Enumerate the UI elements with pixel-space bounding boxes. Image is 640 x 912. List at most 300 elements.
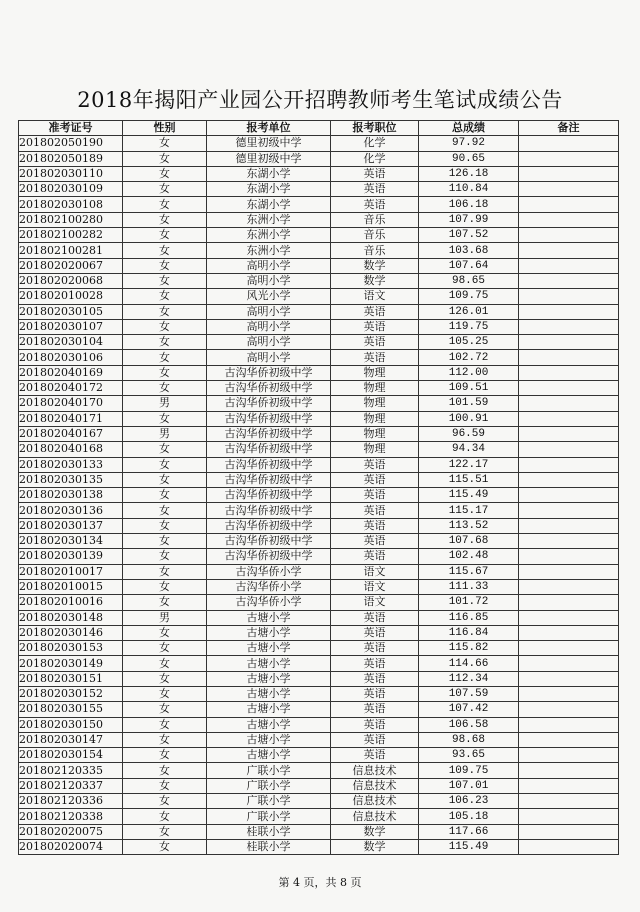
school-cell: 古沟华侨初级中学	[207, 518, 331, 533]
gender-cell: 女	[123, 503, 207, 518]
school-cell: 高明小学	[207, 258, 331, 273]
remarks-cell	[519, 610, 619, 625]
table-row	[19, 809, 619, 824]
position-cell: 信息技术	[331, 763, 419, 778]
exam-id-cell: 201802030135	[19, 472, 123, 487]
position-cell: 英语	[331, 518, 419, 533]
position-cell: 英语	[331, 335, 419, 350]
remarks-cell	[519, 549, 619, 564]
exam-id-cell: 201802030149	[19, 656, 123, 671]
table-row	[19, 319, 619, 334]
exam-id-cell: 201802030146	[19, 625, 123, 640]
gender-cell: 女	[123, 595, 207, 610]
score-cell: 100.91	[419, 411, 519, 426]
school-cell: 古塘小学	[207, 732, 331, 747]
school-cell: 高明小学	[207, 304, 331, 319]
school-cell: 德里初级中学	[207, 136, 331, 151]
table-row	[19, 549, 619, 564]
score-cell: 109.75	[419, 763, 519, 778]
gender-cell: 女	[123, 381, 207, 396]
score-cell: 107.42	[419, 702, 519, 717]
position-cell: 英语	[331, 732, 419, 747]
remarks-cell	[519, 212, 619, 227]
exam-id-cell: 201802030106	[19, 350, 123, 365]
gender-cell: 女	[123, 350, 207, 365]
gender-cell: 女	[123, 197, 207, 212]
table-body	[19, 136, 619, 855]
score-cell: 116.85	[419, 610, 519, 625]
col-header-position: 报考职位	[331, 121, 419, 136]
position-cell: 英语	[331, 641, 419, 656]
score-cell: 107.99	[419, 212, 519, 227]
score-cell: 111.33	[419, 579, 519, 594]
table-row	[19, 381, 619, 396]
remarks-cell	[519, 625, 619, 640]
school-cell: 古沟华侨小学	[207, 595, 331, 610]
school-cell: 东洲小学	[207, 228, 331, 243]
gender-cell: 女	[123, 457, 207, 472]
remarks-cell	[519, 763, 619, 778]
table-row	[19, 778, 619, 793]
position-cell: 英语	[331, 717, 419, 732]
score-cell: 106.23	[419, 794, 519, 809]
exam-id-cell: 201802030110	[19, 166, 123, 181]
position-cell: 音乐	[331, 243, 419, 258]
school-cell: 东湖小学	[207, 166, 331, 181]
gender-cell: 女	[123, 136, 207, 151]
remarks-cell	[519, 671, 619, 686]
school-cell: 古塘小学	[207, 686, 331, 701]
exam-id-cell: 201802010017	[19, 564, 123, 579]
remarks-cell	[519, 243, 619, 258]
school-cell: 高明小学	[207, 335, 331, 350]
remarks-cell	[519, 595, 619, 610]
remarks-cell	[519, 579, 619, 594]
table-row	[19, 396, 619, 411]
score-cell: 93.65	[419, 748, 519, 763]
position-cell: 英语	[331, 671, 419, 686]
remarks-cell	[519, 518, 619, 533]
score-cell: 126.01	[419, 304, 519, 319]
exam-id-cell: 201802030109	[19, 182, 123, 197]
position-cell: 物理	[331, 365, 419, 380]
gender-cell: 女	[123, 365, 207, 380]
remarks-cell	[519, 426, 619, 441]
position-cell: 物理	[331, 442, 419, 457]
gender-cell: 女	[123, 625, 207, 640]
gender-cell: 女	[123, 564, 207, 579]
gender-cell: 女	[123, 319, 207, 334]
col-header-gender: 性别	[123, 121, 207, 136]
score-cell: 102.48	[419, 549, 519, 564]
score-cell: 113.52	[419, 518, 519, 533]
position-cell: 英语	[331, 488, 419, 503]
school-cell: 古沟华侨初级中学	[207, 503, 331, 518]
score-cell: 107.52	[419, 228, 519, 243]
gender-cell: 男	[123, 426, 207, 441]
position-cell: 英语	[331, 319, 419, 334]
exam-id-cell: 201802030153	[19, 641, 123, 656]
gender-cell: 女	[123, 794, 207, 809]
remarks-cell	[519, 228, 619, 243]
remarks-cell	[519, 824, 619, 839]
score-cell: 107.01	[419, 778, 519, 793]
position-cell: 数学	[331, 824, 419, 839]
remarks-cell	[519, 258, 619, 273]
score-cell: 106.18	[419, 197, 519, 212]
school-cell: 高明小学	[207, 319, 331, 334]
table-row	[19, 228, 619, 243]
table-row	[19, 442, 619, 457]
gender-cell: 女	[123, 289, 207, 304]
score-cell: 114.66	[419, 656, 519, 671]
exam-id-cell: 201802010028	[19, 289, 123, 304]
remarks-cell	[519, 748, 619, 763]
remarks-cell	[519, 564, 619, 579]
gender-cell: 女	[123, 778, 207, 793]
exam-id-cell: 201802050190	[19, 136, 123, 151]
remarks-cell	[519, 273, 619, 288]
table-row	[19, 335, 619, 350]
position-cell: 化学	[331, 151, 419, 166]
school-cell: 古塘小学	[207, 656, 331, 671]
table-row	[19, 273, 619, 288]
exam-id-cell: 201802120336	[19, 794, 123, 809]
school-cell: 桂联小学	[207, 839, 331, 854]
gender-cell: 女	[123, 151, 207, 166]
position-cell: 英语	[331, 610, 419, 625]
remarks-cell	[519, 503, 619, 518]
school-cell: 东湖小学	[207, 182, 331, 197]
gender-cell: 女	[123, 748, 207, 763]
score-cell: 115.17	[419, 503, 519, 518]
school-cell: 古沟华侨小学	[207, 579, 331, 594]
table-row	[19, 182, 619, 197]
school-cell: 广联小学	[207, 778, 331, 793]
position-cell: 英语	[331, 166, 419, 181]
table-row	[19, 656, 619, 671]
remarks-cell	[519, 457, 619, 472]
table-row	[19, 136, 619, 151]
score-cell: 115.49	[419, 839, 519, 854]
table-row	[19, 686, 619, 701]
remarks-cell	[519, 488, 619, 503]
exam-id-cell: 201802020067	[19, 258, 123, 273]
gender-cell: 女	[123, 166, 207, 181]
table-header-row	[19, 121, 619, 136]
score-cell: 96.59	[419, 426, 519, 441]
school-cell: 桂联小学	[207, 824, 331, 839]
exam-id-cell: 201802100280	[19, 212, 123, 227]
col-header-exam-id: 准考证号	[19, 121, 123, 136]
table-row	[19, 748, 619, 763]
score-cell: 101.72	[419, 595, 519, 610]
table-row	[19, 671, 619, 686]
position-cell: 英语	[331, 549, 419, 564]
exam-id-cell: 201802040168	[19, 442, 123, 457]
score-cell: 126.18	[419, 166, 519, 181]
score-cell: 107.59	[419, 686, 519, 701]
gender-cell: 女	[123, 212, 207, 227]
gender-cell: 女	[123, 732, 207, 747]
table-row	[19, 579, 619, 594]
exam-id-cell: 201802100281	[19, 243, 123, 258]
position-cell: 英语	[331, 748, 419, 763]
exam-id-cell: 201802030133	[19, 457, 123, 472]
scores-table	[18, 120, 619, 855]
school-cell: 古沟华侨初级中学	[207, 534, 331, 549]
score-cell: 98.68	[419, 732, 519, 747]
remarks-cell	[519, 289, 619, 304]
table-row	[19, 564, 619, 579]
school-cell: 古塘小学	[207, 702, 331, 717]
gender-cell: 女	[123, 824, 207, 839]
table-row	[19, 641, 619, 656]
remarks-cell	[519, 656, 619, 671]
table-row	[19, 350, 619, 365]
position-cell: 英语	[331, 350, 419, 365]
score-cell: 110.84	[419, 182, 519, 197]
gender-cell: 男	[123, 396, 207, 411]
position-cell: 数学	[331, 258, 419, 273]
exam-id-cell: 201802040172	[19, 381, 123, 396]
position-cell: 音乐	[331, 228, 419, 243]
position-cell: 音乐	[331, 212, 419, 227]
exam-id-cell: 201802030148	[19, 610, 123, 625]
table-row	[19, 625, 619, 640]
score-cell: 109.75	[419, 289, 519, 304]
school-cell: 东洲小学	[207, 243, 331, 258]
school-cell: 古沟华侨初级中学	[207, 442, 331, 457]
exam-id-cell: 201802030152	[19, 686, 123, 701]
exam-id-cell: 201802030108	[19, 197, 123, 212]
score-cell: 101.59	[419, 396, 519, 411]
table-row	[19, 166, 619, 181]
school-cell: 东洲小学	[207, 212, 331, 227]
score-cell: 105.25	[419, 335, 519, 350]
position-cell: 物理	[331, 396, 419, 411]
exam-id-cell: 201802040167	[19, 426, 123, 441]
school-cell: 广联小学	[207, 794, 331, 809]
school-cell: 高明小学	[207, 350, 331, 365]
position-cell: 英语	[331, 656, 419, 671]
table-row	[19, 503, 619, 518]
school-cell: 古塘小学	[207, 625, 331, 640]
remarks-cell	[519, 534, 619, 549]
page-number: 第 4 页，共 8 页	[278, 876, 362, 889]
position-cell: 英语	[331, 197, 419, 212]
table-row	[19, 243, 619, 258]
gender-cell: 女	[123, 579, 207, 594]
position-cell: 信息技术	[331, 794, 419, 809]
exam-id-cell: 201802030154	[19, 748, 123, 763]
school-cell: 古沟华侨初级中学	[207, 549, 331, 564]
col-header-total-score: 总成绩	[419, 121, 519, 136]
score-cell: 119.75	[419, 319, 519, 334]
exam-id-cell: 201802010015	[19, 579, 123, 594]
position-cell: 语文	[331, 564, 419, 579]
score-cell: 107.64	[419, 258, 519, 273]
position-cell: 英语	[331, 182, 419, 197]
table-row	[19, 289, 619, 304]
gender-cell: 女	[123, 671, 207, 686]
gender-cell: 女	[123, 549, 207, 564]
col-header-remarks: 备注	[519, 121, 619, 136]
remarks-cell	[519, 365, 619, 380]
position-cell: 数学	[331, 839, 419, 854]
score-cell: 103.68	[419, 243, 519, 258]
position-cell: 英语	[331, 702, 419, 717]
school-cell: 古沟华侨初级中学	[207, 381, 331, 396]
school-cell: 古沟华侨初级中学	[207, 411, 331, 426]
remarks-cell	[519, 166, 619, 181]
position-cell: 物理	[331, 381, 419, 396]
page-title: 2018年揭阳产业园公开招聘教师考生笔试成绩公告	[77, 88, 563, 112]
table-row	[19, 197, 619, 212]
score-cell: 122.17	[419, 457, 519, 472]
school-cell: 古沟华侨小学	[207, 564, 331, 579]
school-cell: 广联小学	[207, 763, 331, 778]
exam-id-cell: 201802030150	[19, 717, 123, 732]
exam-id-cell: 201802040169	[19, 365, 123, 380]
exam-id-cell: 201802030107	[19, 319, 123, 334]
table-row	[19, 488, 619, 503]
remarks-cell	[519, 411, 619, 426]
score-cell: 106.58	[419, 717, 519, 732]
school-cell: 古沟华侨初级中学	[207, 488, 331, 503]
table-row	[19, 610, 619, 625]
position-cell: 信息技术	[331, 778, 419, 793]
school-cell: 古沟华侨初级中学	[207, 457, 331, 472]
position-cell: 英语	[331, 534, 419, 549]
position-cell: 语文	[331, 595, 419, 610]
position-cell: 语文	[331, 579, 419, 594]
table-row	[19, 258, 619, 273]
score-cell: 107.68	[419, 534, 519, 549]
gender-cell: 女	[123, 228, 207, 243]
exam-id-cell: 201802030155	[19, 702, 123, 717]
gender-cell: 女	[123, 442, 207, 457]
school-cell: 古沟华侨初级中学	[207, 396, 331, 411]
gender-cell: 女	[123, 702, 207, 717]
remarks-cell	[519, 686, 619, 701]
table-row	[19, 426, 619, 441]
table-row	[19, 472, 619, 487]
table-row	[19, 304, 619, 319]
position-cell: 信息技术	[331, 809, 419, 824]
score-cell: 112.00	[419, 365, 519, 380]
exam-id-cell: 201802030105	[19, 304, 123, 319]
table-row	[19, 534, 619, 549]
gender-cell: 女	[123, 686, 207, 701]
position-cell: 物理	[331, 411, 419, 426]
table-row	[19, 151, 619, 166]
position-cell: 化学	[331, 136, 419, 151]
table-row	[19, 824, 619, 839]
gender-cell: 女	[123, 534, 207, 549]
remarks-cell	[519, 182, 619, 197]
position-cell: 数学	[331, 273, 419, 288]
school-cell: 德里初级中学	[207, 151, 331, 166]
school-cell: 古沟华侨初级中学	[207, 472, 331, 487]
exam-id-cell: 201802020068	[19, 273, 123, 288]
remarks-cell	[519, 702, 619, 717]
gender-cell: 女	[123, 641, 207, 656]
remarks-cell	[519, 641, 619, 656]
remarks-cell	[519, 778, 619, 793]
exam-id-cell: 201802050189	[19, 151, 123, 166]
exam-id-cell: 201802120338	[19, 809, 123, 824]
remarks-cell	[519, 794, 619, 809]
exam-id-cell: 201802040171	[19, 411, 123, 426]
score-cell: 109.51	[419, 381, 519, 396]
exam-id-cell: 201802030137	[19, 518, 123, 533]
score-cell: 117.66	[419, 824, 519, 839]
table-row	[19, 595, 619, 610]
remarks-cell	[519, 442, 619, 457]
position-cell: 英语	[331, 457, 419, 472]
position-cell: 英语	[331, 472, 419, 487]
table-row	[19, 732, 619, 747]
gender-cell: 女	[123, 763, 207, 778]
exam-id-cell: 201802030136	[19, 503, 123, 518]
remarks-cell	[519, 381, 619, 396]
remarks-cell	[519, 809, 619, 824]
score-cell: 90.65	[419, 151, 519, 166]
table-row	[19, 518, 619, 533]
gender-cell: 女	[123, 258, 207, 273]
gender-cell: 女	[123, 717, 207, 732]
score-cell: 116.84	[419, 625, 519, 640]
score-cell: 115.49	[419, 488, 519, 503]
school-cell: 东湖小学	[207, 197, 331, 212]
school-cell: 古沟华侨初级中学	[207, 426, 331, 441]
exam-id-cell: 201802030138	[19, 488, 123, 503]
exam-id-cell: 201802030134	[19, 534, 123, 549]
school-cell: 古塘小学	[207, 671, 331, 686]
exam-id-cell: 201802040170	[19, 396, 123, 411]
position-cell: 英语	[331, 503, 419, 518]
table-row	[19, 365, 619, 380]
gender-cell: 女	[123, 335, 207, 350]
gender-cell: 男	[123, 610, 207, 625]
remarks-cell	[519, 732, 619, 747]
col-header-school: 报考单位	[207, 121, 331, 136]
exam-id-cell: 201802010016	[19, 595, 123, 610]
remarks-cell	[519, 151, 619, 166]
position-cell: 英语	[331, 625, 419, 640]
score-cell: 112.34	[419, 671, 519, 686]
exam-id-cell: 201802020074	[19, 839, 123, 854]
position-cell: 英语	[331, 686, 419, 701]
gender-cell: 女	[123, 273, 207, 288]
remarks-cell	[519, 839, 619, 854]
remarks-cell	[519, 197, 619, 212]
table-row	[19, 763, 619, 778]
gender-cell: 女	[123, 656, 207, 671]
score-cell: 102.72	[419, 350, 519, 365]
exam-id-cell: 201802120335	[19, 763, 123, 778]
remarks-cell	[519, 319, 619, 334]
school-cell: 古沟华侨初级中学	[207, 365, 331, 380]
gender-cell: 女	[123, 182, 207, 197]
school-cell: 高明小学	[207, 273, 331, 288]
score-cell: 94.34	[419, 442, 519, 457]
remarks-cell	[519, 136, 619, 151]
gender-cell: 女	[123, 304, 207, 319]
score-cell: 98.65	[419, 273, 519, 288]
remarks-cell	[519, 304, 619, 319]
